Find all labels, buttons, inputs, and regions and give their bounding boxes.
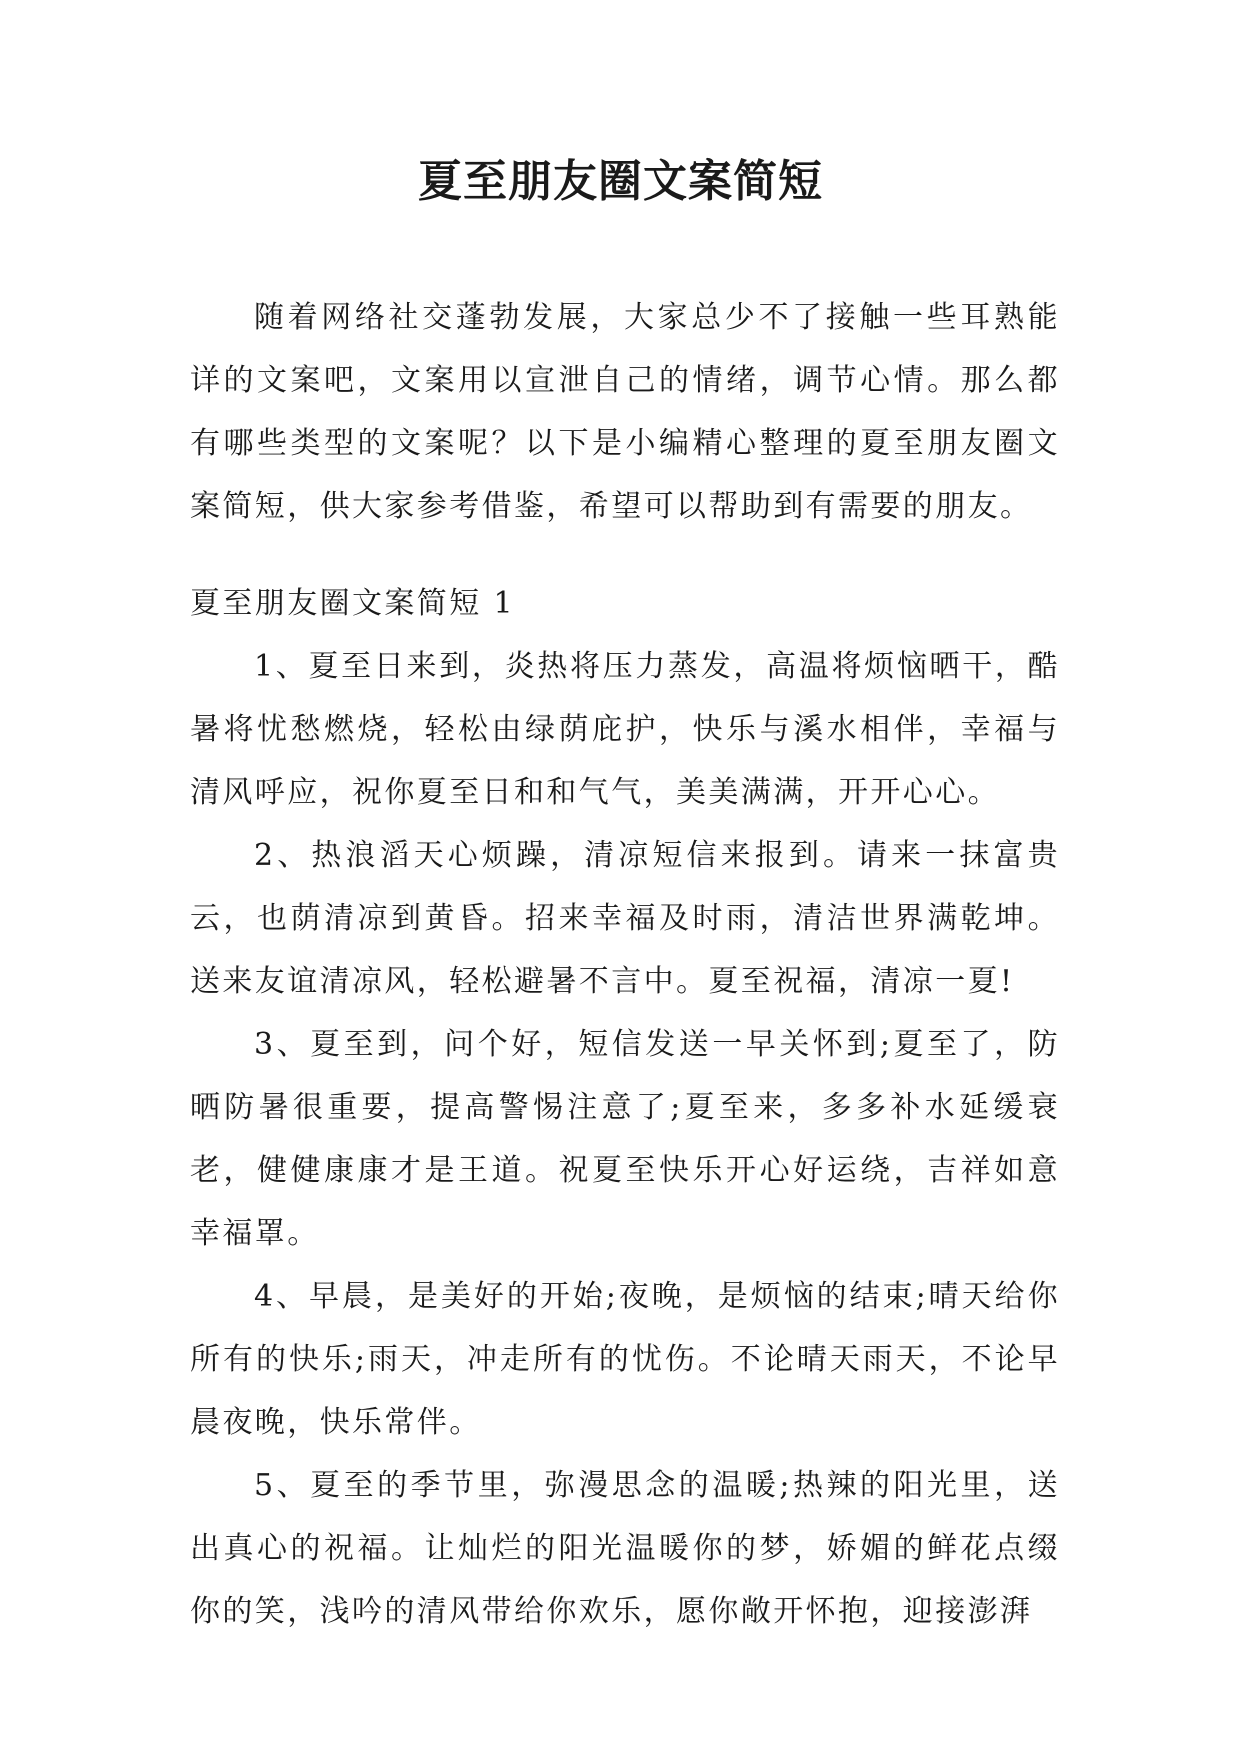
list-item: 4、早晨，是美好的开始;夜晚，是烦恼的结束;晴天给你所有的快乐;雨天，冲走所有的忧伤。不论晴天雨天，不论早晨夜晚，快乐常伴。 — [190, 1279, 1060, 1440]
intro-paragraph: 随着网络社交蓬勃发展，大家总少不了接触一些耳熟能详的文案吧，文案用以宣泄自己的情绪，调节心情。那么都有哪些类型的文案呢？以下是小编精心整理的夏至朋友圈文案简短，供大家参考借鉴，希望可以帮助到有需要的朋友。 — [190, 300, 1060, 524]
section-heading: 夏至朋友圈文案简短 1 — [190, 586, 516, 621]
document-body — [190, 286, 1060, 1643]
page-title: 夏至朋友圈文案简短 — [418, 156, 823, 207]
list-item: 5、夏至的季节里，弥漫思念的温暖;热辣的阳光里，送出真心的祝福。让灿烂的阳光温暖你的梦，娇媚的鲜花点缀你的笑，浅吟的清风带给你欢乐，愿你敞开怀抱，迎接澎湃 — [190, 1468, 1060, 1629]
list-item: 2、热浪滔天心烦躁，清凉短信来报到。请来一抹富贵云，也荫清凉到黄昏。招来幸福及时雨，清洁世界满乾坤。送来友谊清凉风，轻松避暑不言中。夏至祝福，清凉一夏! — [190, 838, 1060, 999]
list-item: 3、夏至到，问个好，短信发送一早关怀到;夏至了，防晒防暑很重要，提高警惕注意了;夏至来，多多补水延缓衰老，健健康康才是王道。祝夏至快乐开心好运绕，吉祥如意幸福罩。 — [190, 1027, 1060, 1251]
list-item: 1、夏至日来到，炎热将压力蒸发，高温将烦恼晒干，酷暑将忧愁燃烧，轻松由绿荫庇护，快乐与溪水相伴，幸福与清风呼应，祝你夏至日和和气气，美美满满，开开心心。 — [190, 649, 1060, 810]
